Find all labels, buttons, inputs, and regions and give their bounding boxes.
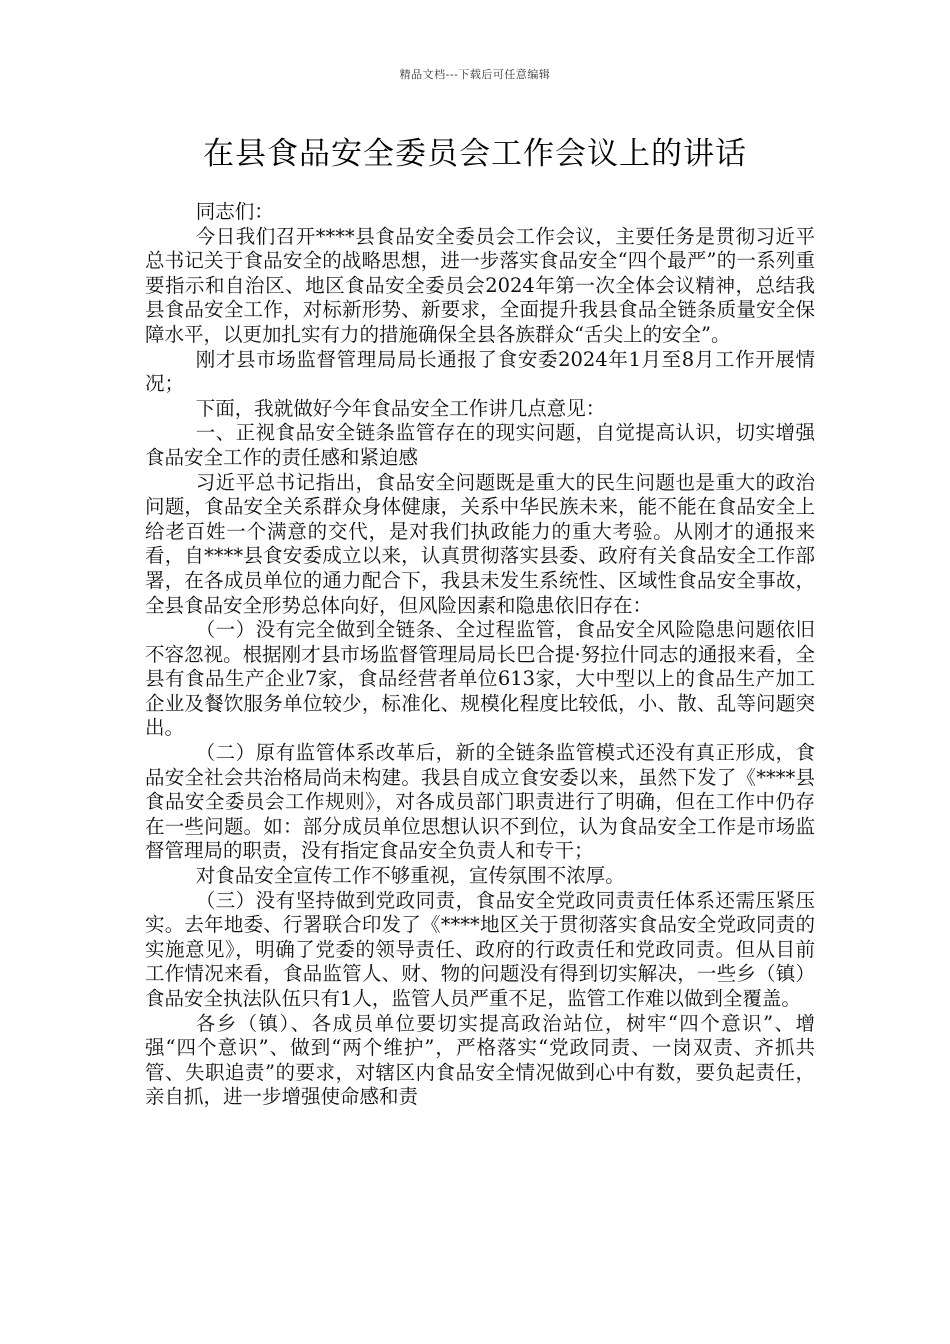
paragraph-point-2-cont: 对食品安全宣传工作不够重视，宣传氛围不浓厚。 [195, 864, 625, 888]
paragraph-intro: 今日我们召开****县食品安全委员会工作会议，主要任务是贯彻习近平总书记关于食品安全的战略思想，进一步落实食品安全“四个最严”的一系列重要指示和自治区、地区食品安全委员会2024年第一次全体会议精神，总结我县食品安全工作，对标新形势、新要求，全面提升我县食品全链条质量安全保障水平，以更加扎实有力的措施确保全县各族群众“舌尖上的安全”。 [145, 224, 815, 346]
paragraph-transition: 下面，我就做好今年食品安全工作讲几点意见： [195, 396, 606, 420]
paragraph-point-3: （三）没有坚持做到党政同责，食品安全党政同责责任体系还需压紧压实。去年地委、行署联合印发了《****地区关于贯彻落实食品安全党政同责的实施意见》，明确了党委的领导责任、政府的行政责任和党政同责。但从目前工作情况来看，食品监管人、财、物的问题没有得到切实解决，一些乡（镇）食品安全执法队伍只有1人，监管人员严重不足，监管工作难以做到全覆盖。 [145, 888, 815, 1010]
paragraph-report: 刚才县市场监督管理局局长通报了食安委2024年1月至8月工作开展情况； [145, 347, 815, 396]
salutation: 同志们： [195, 200, 274, 223]
paragraph-requirements: 各乡（镇）、各成员单位要切实提高政治站位，树牢“四个意识”、增强“四个意识”、做到“两个维护”，严格落实“党政同责、一岗双责、齐抓共管、失职追责”的要求，对辖区内食品安全情况做到心中有数，要负起责任，亲自抓，进一步增强使命感和责 [145, 1011, 815, 1109]
section-heading-1: 一、正视食品安全链条监管存在的现实问题，自觉提高认识，切实增强食品安全工作的责任感和紧迫感 [145, 421, 815, 469]
document-body [145, 200, 815, 1110]
header-note: 精品文档---下载后可任意编辑 [399, 68, 551, 81]
paragraph-point-1: （一）没有完全做到全链条、全过程监管，食品安全风险隐患问题依旧不容忽视。根据刚才县市场监督管理局局长巴合提·努拉什同志的通报来看，全县有食品生产企业7家，食品经营者单位613家，大中型以上的食品生产加工企业及餐饮服务单位较少，标准化、规模化程度比较低，小、散、乱等问题突出。 [145, 618, 815, 740]
paragraph-quote: 习近平总书记指出，食品安全问题既是重大的民生问题也是重大的政治问题，食品安全关系群众身体健康，关系中华民族未来，能不能在食品安全上给老百姓一个满意的交代，是对我们执政能力的重大考验。从刚才的通报来看，自****县食安委成立以来，认真贯彻落实县委、政府有关食品安全工作部署，在各成员单位的通力配合下，我县未发生系统性、区域性食品安全事故，全县食品安全形势总体向好，但风险因素和隐患依旧存在： [145, 470, 815, 617]
paragraph-point-2: （二）原有监管体系改革后，新的全链条监管模式还没有真正形成，食品安全社会共治格局尚未构建。我县自成立食安委以来，虽然下发了《****县食品安全委员会工作规则》，对各成员部门职责进行了明确，但在工作中仍存在一些问题。如：部分成员单位思想认识不到位，认为食品安全工作是市场监督管理局的职责，没有指定食品安全负责人和专干； [145, 741, 815, 863]
document-title: 在县食品安全委员会工作会议上的讲话 [203, 136, 747, 172]
